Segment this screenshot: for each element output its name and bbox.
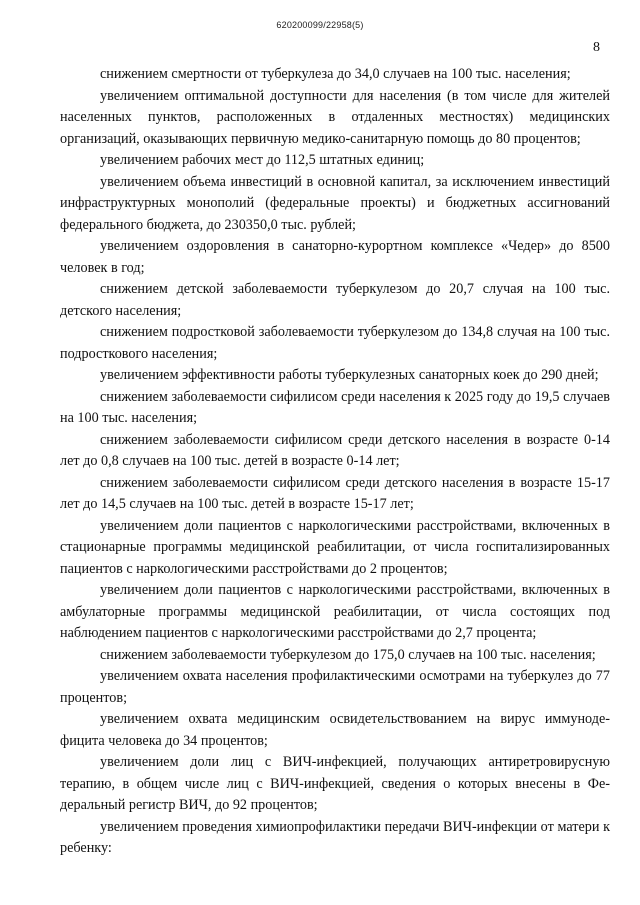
list-item: увеличением охвата населения профилактическими осмотрами на туберкулез до 77 процентов; [60,668,610,706]
list-item: снижением заболеваемости сифилисом среди детского населения в возрасте 15-17 лет до 14,5 случаев на 100 тыс. детей в возрасте 15-17 лет; [60,474,610,512]
list-item: увеличением объема инвестиций в основной капитал, за исключением инвестиций инфраструктурных монополий (федеральные проекты) и бюджетных ассигнований федерального бюджета, до 230350,0 тыс. рублей; [60,173,610,233]
page-number: 8 [593,40,600,55]
list-item: снижением заболеваемости сифилисом среди населения к 2025 году до 19,5 случаев на 100 тыс. населения; [60,388,610,426]
list-item: увеличением проведения химиопрофилактики передачи ВИЧ-инфекции от матери к ребенку: [60,818,610,856]
list-item: увеличением охвата медицинским освидетельствованием на вирус иммунодефицита человека до 34 процентов; [60,711,610,749]
document-registration-number: 620200099/22958(5) [276,20,364,30]
list-item: снижением детской заболеваемости туберкулезом до 20,7 случая на 100 тыс. детского населения; [60,281,610,319]
list-item: увеличением доли пациентов с наркологическими расстройствами, включенных в амбулаторные программы медицинской реабилитации, от числа состоящих под наблюдением пациентов с наркологическими расстройствами до 2,7 процента; [60,582,610,641]
document-body [60,64,610,860]
list-item: увеличением оптимальной доступности для населения (в том числе для жителей населенных пунктов, расположенных в отдаленных местностях) медицинских организаций, оказывающих первичную медико-санитарную помощь до 80 процентов; [60,87,610,147]
list-item: снижением заболеваемости туберкулезом до 175,0 случаев на 100 тыс. населения; [100,646,596,663]
list-item: увеличением доли пациентов с наркологическими расстройствами, включенных в стационарные программы медицинской реабилитации, от числа госпитализированных пациентов с наркологическими расстройствами до 2 процентов; [60,517,610,577]
list-item: снижением смертности от туберкулеза до 34,0 случаев на 100 тыс. населения; [100,66,571,82]
list-item: увеличением рабочих мест до 112,5 штатных единиц; [100,152,425,168]
list-item: снижением заболеваемости сифилисом среди детского населения в возрасте 0-14 лет до 0,8 случаев на 100 тыс. детей в возрасте 0-14 лет; [60,431,610,469]
list-item: снижением подростковой заболеваемости туберкулезом до 134,8 случая на 100 тыс. подросткового населения; [60,324,610,362]
list-item: увеличением доли лиц с ВИЧ-инфекцией, получающих антиретровирусную терапию, в общем числе лиц с ВИЧ-инфекцией, сведения о которых внесены в Федеральный регистр ВИЧ, до 92 процентов; [60,754,610,813]
list-item: увеличением оздоровления в санаторно-курортном комплексе «Чедер» до 8500 человек в год; [60,238,610,276]
list-item: увеличением эффективности работы туберкулезных санаторных коек до 290 дней; [100,367,599,383]
